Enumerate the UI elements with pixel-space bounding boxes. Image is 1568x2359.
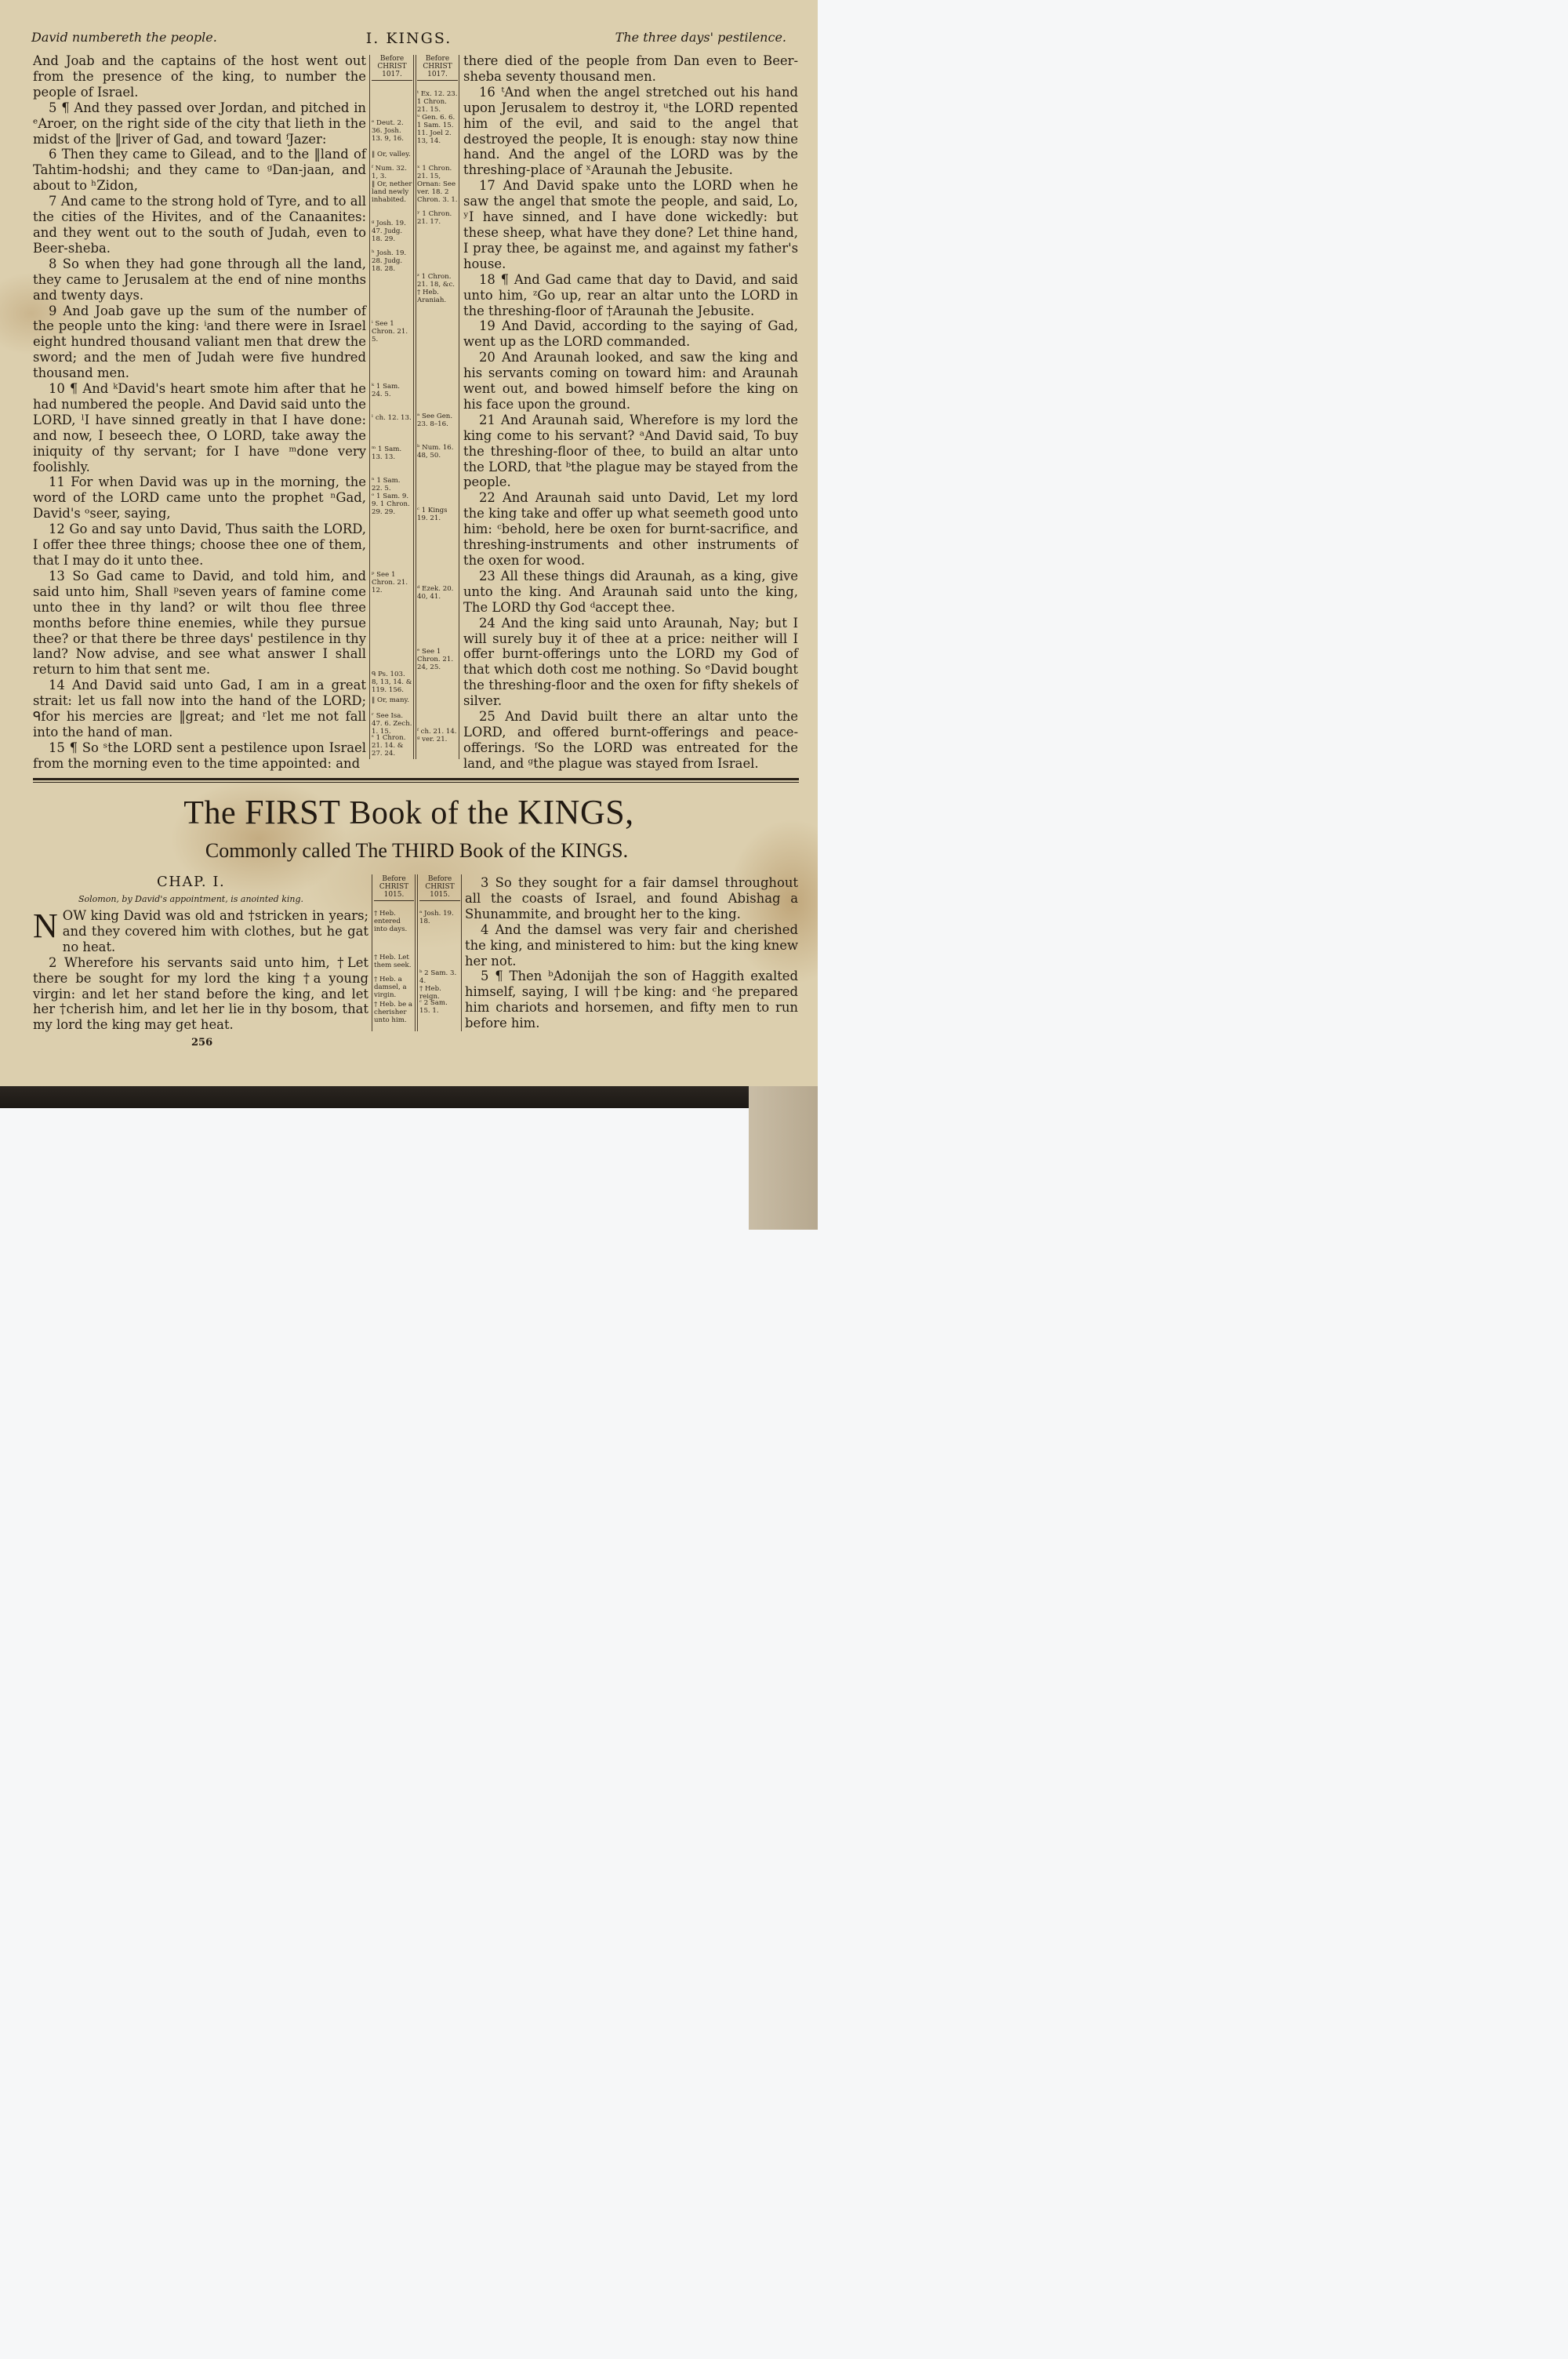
margin-note: ᵇ 2 Sam. 3. 4. xyxy=(419,969,457,985)
margin-note: ᶜ 1 Kings 19. 21. xyxy=(417,507,448,522)
margin-note: ʳ See Isa. 47. 6. Zech. 1. 15. xyxy=(372,712,412,736)
book-title-word: The xyxy=(183,795,237,831)
margin-note: ᵍ Josh. 19. 47. Judg. 18. 29. xyxy=(372,220,406,243)
verse: 21 And Araunah said, Wherefore is my lord the king come to his servant? ᵃAnd David said, To buy the threshing-floor of thee, to build an altar unto the LORD, that ᵇthe plague may be stayed from the people. xyxy=(463,412,798,490)
section-divider xyxy=(33,778,799,780)
verse: 8 So when they had gone through all the land, they came to Jerusalem at the end of nine months and twenty days. xyxy=(33,256,366,303)
verse: 6 Then they came to Gilead, and to the ‖land of Tahtim-hodshi; and they came to ᵍDan-jaan, and about to ʰZidon, xyxy=(33,147,366,194)
margin-date: Before CHRIST 1017. xyxy=(372,55,412,81)
book-title xyxy=(0,792,818,832)
bottom-right-column xyxy=(465,875,798,1031)
margin-date: Before CHRIST 1015. xyxy=(419,875,460,901)
margin-note: ᵉ See 1 Chron. 21. 24, 25. xyxy=(417,648,454,671)
verse: 16 ᵗAnd when the angel stretched out his hand upon Jerusalem to destroy it, ᵘthe LORD repented him of the evil, and said to the angel that destroyed the people, It is enough: stay now thine hand. And the angel of the LORD was by the threshing-place of ˣAraunah the Jebusite. xyxy=(463,84,798,178)
bottom-left-column xyxy=(33,908,368,1033)
verse: 10 ¶ And ᵏDavid's heart smote him after that he had numbered the people. And David said unto the LORD, ˡI have sinned greatly in that I have done: and now, I beseech thee, O LORD, take away the iniquity of thy servant; for I have ᵐdone very foolishly. xyxy=(33,381,366,474)
verse: 15 ¶ So ˢthe LORD sent a pestilence upon Israel from the morning even to the time appointed: and xyxy=(33,740,366,771)
verse: 20 And Araunah looked, and saw the king and his servants coming on toward him: and Araunah went out, and bowed himself before the king on his face upon the ground. xyxy=(463,350,798,412)
verse: 9 And Joab gave up the sum of the number of the people unto the king: ⁱand there were in Israel eight hundred thousand valiant men that drew the sword; and the men of Judah were five hundred thousand men. xyxy=(33,303,366,381)
verse: 11 For when David was up in the morning, the word of the LORD came unto the prophet ⁿGad, David's ᵒseer, saying, xyxy=(33,474,366,522)
book-title-word: FIRST xyxy=(245,793,341,831)
margin-note: ‖ Or, valley. xyxy=(372,151,411,158)
margin-date: Before CHRIST 1015. xyxy=(374,875,414,901)
book-title-word: KINGS, xyxy=(517,793,634,831)
verse: 14 And David said unto Gad, I am in a great strait: let us fall now into the hand of the LORD; ᑫfor his mercies are ‖great; and ʳlet me not fall into the hand of man. xyxy=(33,678,366,740)
verse: 18 ¶ And Gad came that day to David, and said unto him, ᶻGo up, rear an altar unto the LORD in the threshing-floor of †Araunah the Jebusite. xyxy=(463,271,798,318)
verse: 4 And the damsel was very fair and cherished the king, and ministered to him: but the king knew her not. xyxy=(465,921,798,969)
margin-note: ᵍ ver. 21. xyxy=(417,736,448,743)
margin-note: † Heb. reign. xyxy=(419,985,441,1001)
margin-note: ᶠ Num. 32. 1, 3. xyxy=(372,165,407,180)
margin-note: ᵗ Ex. 12. 23. 1 Chron. 21. 15. xyxy=(417,90,458,114)
verse: there died of the people from Dan even to Beer-sheba seventy thousand men. xyxy=(463,53,798,84)
margin-note: † Heb. a damsel, a virgin. xyxy=(374,976,407,999)
margin-note: ᵖ See 1 Chron. 21. 12. xyxy=(372,571,408,594)
column-rule xyxy=(369,55,370,759)
margin-references-right xyxy=(419,875,460,1032)
verse: OW king David was old and †stricken in years; and they covered him with clothes, but he gat no heat. xyxy=(62,908,368,954)
verse: 2 Wherefore his servants said unto him, †Let there be sought for my lord the king †a young virgin: and let her stand before the king, and let her †cherish him, and let her lie in thy bosom, that my lord the king may get heat. xyxy=(33,954,368,1033)
margin-references-left xyxy=(374,875,414,1032)
verse: 17 And David spake unto the LORD when he saw the angel that smote the people, and said, Lo, ʸI have sinned, and I have done wickedly: but these sheep, what have they done? Let thine hand, I pray thee, be against me, and against my father's house. xyxy=(463,178,798,271)
margin-note: ⁿ 1 Sam. 22. 5. xyxy=(372,477,401,493)
verse: And Joab and the captains of the host went out from the presence of the king, to number the people of Israel. xyxy=(33,53,366,100)
margin-note: ‖ Or, many. xyxy=(372,696,409,704)
column-rule xyxy=(415,874,416,1031)
margin-note: ᵇ Num. 16. 48, 50. xyxy=(417,444,454,460)
section-divider xyxy=(33,782,799,783)
margin-note: ˢ 1 Chron. 21. 14. & 27. 24. xyxy=(372,734,406,758)
verse: 5 ¶ Then ᵇAdonijah the son of Haggith exalted himself, saying, I will †be king: and ᶜhe prepared him chariots and horsemen, and fifty men to run before him. xyxy=(465,969,798,1031)
margin-note: ᵃ Josh. 19. 18. xyxy=(419,910,454,925)
margin-note: ʸ 1 Chron. 21. 17. xyxy=(417,210,452,226)
verse: 5 ¶ And they passed over Jordan, and pitched in ᵉAroer, on the right side of the city that lieth in the midst of the ‖river of Gad, and toward ᶠJazer: xyxy=(33,100,366,147)
page-number: 256 xyxy=(191,1037,213,1049)
chapter-heading: CHAP. I. xyxy=(157,874,226,890)
margin-references-left xyxy=(372,55,412,758)
margin-references-right xyxy=(417,55,458,753)
margin-note: ᵈ Ezek. 20. 40, 41. xyxy=(417,585,454,601)
book-title-word: Book of the xyxy=(349,795,510,831)
verse: 3 So they sought for a fair damsel throughout all the coasts of Israel, and found Abishag a Shunammite, and brought her to the king. xyxy=(465,875,798,921)
margin-note: ˣ 1 Chron. 21. 15, Ornan: See ver. 18. 2 Chron. 3. 1. xyxy=(417,165,458,204)
cloth-edge xyxy=(749,1086,818,1230)
margin-note: ˡ ch. 12. 13. xyxy=(372,414,412,422)
running-head-left: David numbereth the people. xyxy=(31,30,217,45)
margin-note: ᑫ Ps. 103. 8, 13, 14. & 119. 156. xyxy=(372,671,412,694)
top-left-column xyxy=(33,53,366,772)
margin-note: ⁱ See 1 Chron. 21. 5. xyxy=(372,320,408,343)
verse: 25 And David built there an altar unto the LORD, and offered burnt-offerings and peace-offerings. ᶠSo the LORD was entreated for the land, and ᵍthe plague was stayed from Israel. xyxy=(463,709,798,771)
verse: 22 And Araunah said unto David, Let my lord the king take and offer up what seemeth good unto him: ᶜbehold, here be oxen for burnt-sacrifice, and threshing-instruments and other instruments of the oxen for wood. xyxy=(463,490,798,568)
margin-note: † Heb. be a cherisher unto him. xyxy=(374,1001,413,1024)
margin-note: ᶜ 2 Sam. 15. 1. xyxy=(419,999,448,1015)
margin-note: ᶻ 1 Chron. 21. 18, &c. xyxy=(417,273,455,289)
top-right-column xyxy=(463,53,798,772)
margin-note: ᵐ 1 Sam. 13. 13. xyxy=(372,445,402,461)
drop-cap: N xyxy=(33,907,58,945)
margin-note: ᵏ 1 Sam. 24. 5. xyxy=(372,383,400,398)
column-rule xyxy=(417,874,418,1031)
margin-note: ᶠ ch. 21. 14. xyxy=(417,728,457,736)
book-subtitle: Commonly called The THIRD Book of the KINGS. xyxy=(205,839,629,862)
chapter-summary: Solomon, by David's appointment, is anointed king. xyxy=(78,894,304,904)
margin-note: ʰ Josh. 19. 28. Judg. 18. 28. xyxy=(372,249,407,273)
margin-date: Before CHRIST 1017. xyxy=(417,55,458,81)
verse: 23 All these things did Araunah, as a king, give unto the king. And Araunah said unto the king, The LORD thy God ᵈaccept thee. xyxy=(463,568,798,615)
verse: 7 And came to the strong hold of Tyre, and to all the cities of the Hivites, and of the Canaanites: and they went out to the south of Judah, even to Beer-sheba. xyxy=(33,194,366,256)
verse: 12 Go and say unto David, Thus saith the LORD, I offer thee three things; choose thee one of them, that I may do it unto thee. xyxy=(33,522,366,568)
margin-note: ᵃ See Gen. 23. 8–16. xyxy=(417,413,453,428)
running-head-center: I. KINGS. xyxy=(365,30,452,47)
margin-note: ᵘ Gen. 6. 6. 1 Sam. 15. 11. Joel 2. 13, 14. xyxy=(417,114,456,145)
running-head-right: The three days' pestilence. xyxy=(615,30,786,45)
book-binding-edge xyxy=(0,1086,818,1108)
margin-note: ᵒ 1 Sam. 9. 9. 1 Chron. 29. 29. xyxy=(372,493,410,516)
margin-note: † Heb. Araniah. xyxy=(417,289,447,304)
margin-note: ‖ Or, nether land newly inhabited. xyxy=(372,180,412,204)
margin-note: † Heb. Let them seek. xyxy=(374,954,412,969)
column-rule xyxy=(461,874,462,1031)
verse: 19 And David, according to the saying of Gad, went up as the LORD commanded. xyxy=(463,318,798,350)
margin-note: † Heb. entered into days. xyxy=(374,910,408,933)
margin-note: ᵉ Deut. 2. 36. Josh. 13. 9, 16. xyxy=(372,119,404,143)
bible-page xyxy=(0,0,818,1086)
verse: 13 So Gad came to David, and told him, and said unto him, Shall ᵖseven years of famine come unto thee in thy land? or wilt thou flee three months before thine enemies, while they pursue thee? or that there be three days' pestilence in thy land? Now advise, and see what answer I shall return to him that sent me. xyxy=(33,568,366,678)
verse: 24 And the king said unto Araunah, Nay; but I will surely buy it of thee at a price: neither will I offer burnt-offerings unto the LORD my God of that which doth cost me nothing. So ᵉDavid bought the threshing-floor and the oxen for fifty shekels of silver. xyxy=(463,615,798,709)
column-rule xyxy=(413,55,414,759)
